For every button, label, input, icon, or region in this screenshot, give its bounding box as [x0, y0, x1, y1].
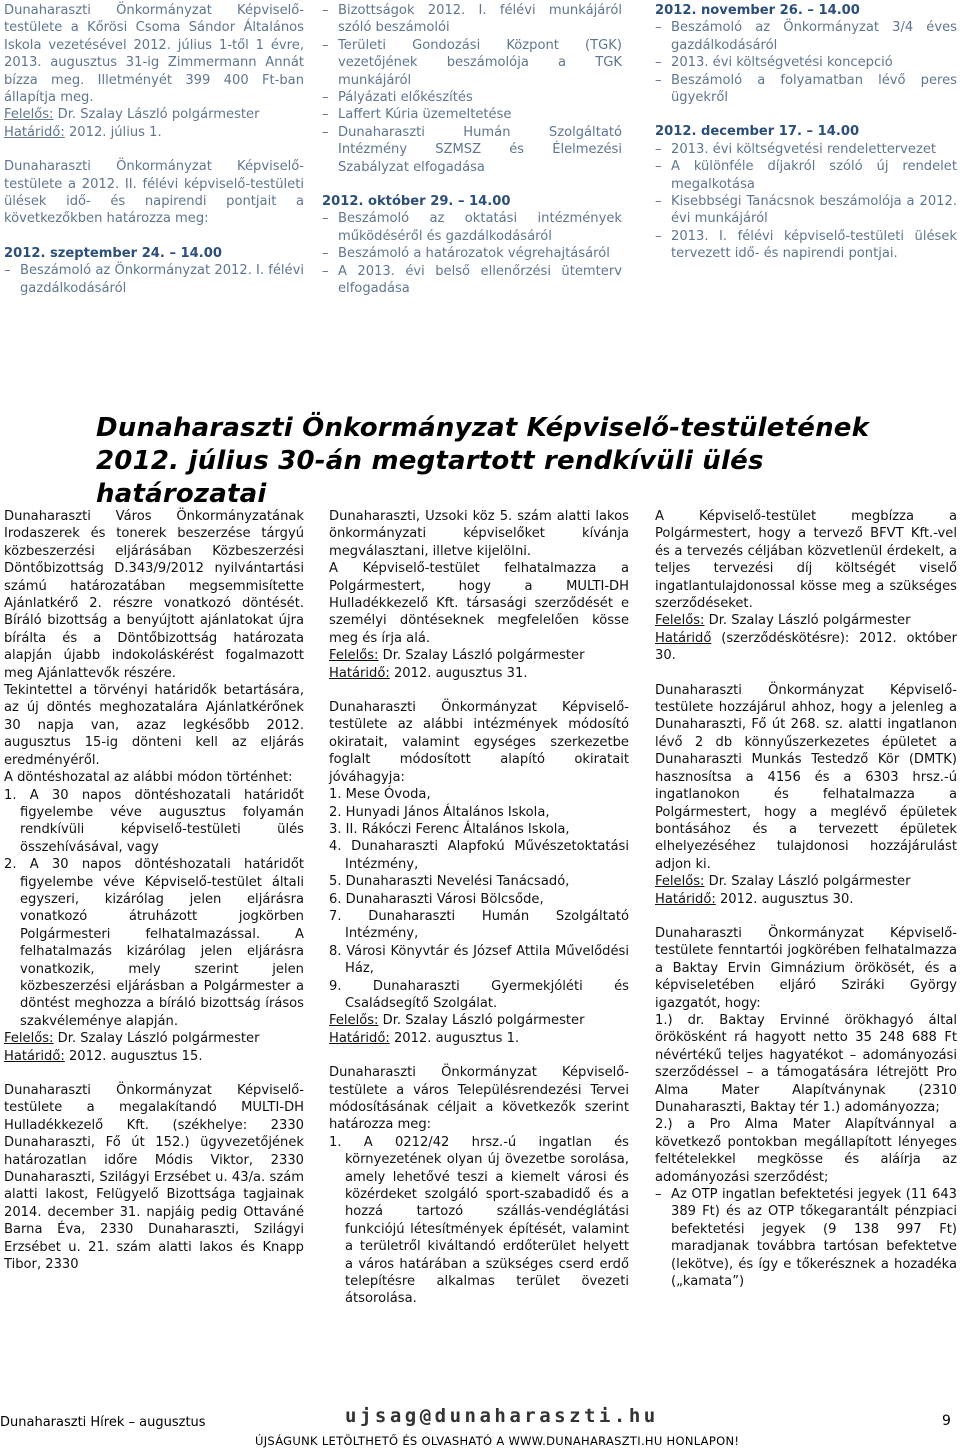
deadline-line: Határidő (szerződéskötésre): 2012. október 30.: [655, 630, 957, 664]
top-column-2: [322, 2, 622, 298]
top-column-1: [4, 2, 304, 297]
agenda-item: – A különféle díjakról szóló új rendelet megalkotása: [655, 158, 957, 193]
list-item: 1. Mese Óvoda,: [329, 787, 431, 803]
paragraph: Dunaharaszti Önkormányzat Képviselő-testülete a város Településrendezési Tervei módosításának céljait a következők szerint határozza meg:: [329, 1065, 629, 1133]
list-item: 7. Dunaharaszti Humán Szolgáltató Intézmény,: [329, 908, 629, 942]
paragraph: Dunaharaszti Város Önkormányzatának Irodaszerek és tonerek beszerzése tárgyú közbeszerzési eljárásában Közbeszerzési Döntőbizottság D.343/9/2012 nyilvántartási számú határozatában megsemmisítette Ajánlatkérő 2. részre vonatkozó döntését. Bíráló bizottság a benyújtott ajánlatokat újra bírálta és a Döntőbizottság határozata alapján újabb indokoláskérést fogalmazott meg Ajánlattevők részére.: [4, 509, 304, 681]
agenda-item: – Dunaharaszti Humán Szolgáltató Intézmény SZMSZ és Élelmezési Szabályzat elfogadása: [322, 124, 622, 176]
numbered-item: 2. A 30 napos döntéshozatali határidőt figyelembe véve Képviselő-testület általi egyszeri, kizárólag jelen eljárásra vonatkozó átruházott jogkörben Polgármesteri felhatalmazással. A felhatalmazás kizárólag jelen eljárásra vonatkozik, mely szerint jelen közbeszerzési eljárásban a Polgármester a döntést meghozza a bíráló bizottság írásos szakvéleménye alapján.: [4, 857, 304, 1029]
agenda-item: – Kisebbségi Tanácsnok beszámolója a 2012. évi munkájáról: [655, 193, 957, 228]
deadline-line: Határidő: 2012. augusztus 1.: [329, 1030, 520, 1046]
footer-publication: Dunaharaszti Hírek – augusztus: [0, 1415, 206, 1430]
session-date: 2012. november 26. – 14.00: [655, 3, 860, 18]
agenda-item: – Beszámoló a folyamatban lévő peres ügyekről: [655, 72, 957, 107]
list-item: 5. Dunaharaszti Nevelési Tanácsadó,: [329, 874, 570, 890]
paragraph: Dunaharaszti, Uzsoki köz 5. szám alatti lakos önkormányzati képviselőket kívánja megválasztani, illetve kijelölni.: [329, 509, 629, 559]
paragraph: A döntéshozatal az alábbi módon történhet:: [4, 770, 293, 786]
footer-notice: ÚJSÁGUNK LETÖLTHETŐ ÉS OLVASHATÓ A WWW.DUNAHARASZTI.HU HONLAPON!: [255, 1434, 740, 1448]
numbered-item: 1.) dr. Baktay Ervinné örökhagyó által örökösként rá hagyott netto 35 248 688 Ft névértékű teljes hagyatékot – adományozási szerződéssel – a támogatására létrejött Pro Alma Mater Alapítványnak (2310 Dunaharaszti, Baktay tér 1.) adományozza;: [655, 1012, 957, 1115]
footer-email[interactable]: ujsag@dunaharaszti.hu: [345, 1405, 659, 1427]
page-number: 9: [942, 1413, 951, 1429]
agenda-item: – Bizottságok 2012. I. félévi munkájáról szóló beszámolói: [322, 2, 622, 37]
agenda-item: – 2013. évi költségvetési rendelettervezet: [655, 141, 957, 158]
deadline-line: Határidő: 2012. július 1.: [4, 124, 162, 140]
bottom-column-3: [655, 508, 957, 1290]
section-headline: [96, 412, 896, 511]
paragraph: A Képviselő-testület felhatalmazza a Polgármestert, hogy a MULTI-DH Hulladékkezelő Kft. társasági szerződését e személyi döntéseknek megfelelően kösse meg és írja alá.: [329, 561, 629, 646]
agenda-item: – Beszámoló az Önkormányzat 3/4 éves gazdálkodásáról: [655, 19, 957, 54]
paragraph: Dunaharaszti Önkormányzat Képviselő-testülete a Kőrösi Csoma Sándor Általános Iskola vezetésével 2012. július 1-től 1 évre, 2013. augusztus 31-ig Zimmermann Annát bízza meg. Illetményét 399 400 Ft-ban állapítja meg.: [4, 3, 304, 106]
numbered-item: 1. A 30 napos döntéshozatali határidőt figyelembe véve augusztus folyamán rendkívüli képviselő-testületi ülés összehívásával, vagy: [4, 787, 304, 855]
responsible-line: Felelős: Dr. Szalay László polgármester: [4, 1031, 260, 1047]
agenda-item: – Beszámoló az oktatási intézmények működéséről és gazdálkodásáról: [322, 210, 622, 245]
session-date: 2012. október 29. – 14.00: [322, 194, 511, 210]
agenda-item: – 2013. I. félévi képviselő-testületi ülések tervezett idő- és napirendi pontjai.: [655, 228, 957, 263]
responsible-line: Felelős: Dr. Szalay László polgármester: [329, 1013, 585, 1029]
session-date: 2012. szeptember 24. – 14.00: [4, 245, 222, 261]
list-item: 8. Városi Könyvtár és József Attila Művelődési Ház,: [329, 943, 629, 977]
agenda-item: – Területi Gondozási Központ (TGK) vezetőjének beszámolója a TGK munkájáról: [322, 37, 622, 89]
paragraph: A Képviselő-testület megbízza a Polgármestert, hogy a tervező BFVT Kft.-vel és a tervezés céljában közvetlenül érdekelt, a teljes tervezési díj költségét viselő ingatlantulajdonossal kösse meg a szükséges szerződéseket.: [655, 509, 957, 612]
responsible-line: Felelős: Dr. Szalay László polgármester: [655, 874, 911, 890]
list-item: 4. Dunaharaszti Alapfokú Művészetoktatási Intézmény,: [329, 839, 629, 872]
list-item: 2. Hunyadi János Általános Iskola,: [329, 804, 550, 820]
numbered-item: 1. A 0212/42 hrsz.-ú ingatlan és környezetének olyan új övezetbe sorolása, amely lehetővé teszi a kiemelt városi és közérdeket szolgáló sport-szabadidő és a hozzá tartozó szállás-vendéglátási funkciójú létesítmények építését, valamint a területről kiváltandó erdőterület helyett a város határában a szükséges cserd erdő telepítésre alkalmas terület övezeti átsorolása.: [329, 1134, 629, 1307]
list-item: 9. Dunaharaszti Gyermekjóléti és Családsegítő Szolgálat.: [329, 978, 629, 1011]
paragraph: Dunaharaszti Önkormányzat Képviselő-testülete fenntartói jogkörében felhatalmazza a Baktay Ervin Gimnázium örökösét, és a képviseletében eljáró Sziráki György igazgatót, hogy:: [655, 925, 957, 1011]
agenda-item: – Beszámoló az Önkormányzat 2012. I. félévi gazdálkodásáról: [4, 262, 304, 297]
deadline-line: Határidő: 2012. augusztus 15.: [4, 1048, 203, 1064]
numbered-item: 2.) a Pro Alma Mater Alapítvánnyal a következő pontokban megállapított lényeges feltételekkel megkösse és aláírja az adományozási szerződést;: [655, 1117, 957, 1185]
paragraph: Dunaharaszti Önkormányzat Képviselő-testülete a 2012. II. félévi képviselő-testületi ülések idő- és napirendi pontjait a következőkben határozza meg:: [4, 159, 304, 227]
deadline-line: Határidő: 2012. augusztus 30.: [655, 891, 854, 907]
bottom-column-1: [4, 508, 304, 1273]
agenda-item: – Pályázati előkészítés: [322, 89, 622, 106]
headline-line-2: 2012. július 30-án megtartott rendkívüli ülés határozatai: [96, 446, 764, 509]
paragraph: Dunaharaszti Önkormányzat Képviselő-testülete az alábbi intézmények módosító okiratait, valamint egységes szerkezetbe foglalt módosított alapító okiratait jóváhagyja:: [329, 700, 629, 785]
session-date: 2012. december 17. – 14.00: [655, 124, 860, 140]
agenda-item: – A 2013. évi belső ellenőrzési ütemterv elfogadása: [322, 263, 622, 298]
list-item: 3. II. Rákóczi Ferenc Általános Iskola,: [329, 821, 570, 837]
paragraph: Tekintettel a törvényi határidők betartására, az új döntés meghozatalára Ajánlatkérőnek 30 napja van, azaz legkésőbb 2012. augusztus 15-ig dönteni kell az eljárás eredményéről.: [4, 683, 304, 768]
paragraph: Dunaharaszti Önkormányzat Képviselő-testülete hozzájárul ahhoz, hogy a jelenleg a Dunaharaszti, Fő út 268. sz. alatti ingatlanon lévő 2 db könnyűszerkezetes épületet a Dunaharaszti Munkás Testedző Kör (DMTK) hasznosítsa a 4156 és a 6303 hrsz.-ú ingatlanokon és felhatalmazza a Polgármestert, hogy a meglévő épületek bontásához és a tervezett épületek elhelyezéséhez tulajdonosi hozzájárulást adjon ki.: [655, 682, 957, 872]
paragraph: Dunaharaszti Önkormányzat Képviselő-testülete a megalakítandó MULTI-DH Hulladékkezelő Kft. (székhelye: 2330 Dunaharaszti, Fő út 152.) ügyvezetőjének határozatlan időre Módis Viktor, 2330 Dunaharaszti, Szilágyi Erzsébet u. 43/a. szám alatti lakost, Felügyelő Bizottsága tagjainak 2014. december 31. napjáig pedig Ottaváné Barna Éva, 2330 Dunaharaszti, Szilágyi Erzsébet u. 21. szám alatti lakos és Knapp Tibor, 2330: [4, 1083, 304, 1273]
responsible-line: Felelős: Dr. Szalay László polgármester: [655, 613, 911, 629]
bottom-column-2: [329, 508, 629, 1308]
top-column-3: [655, 2, 957, 263]
agenda-item: – Beszámoló a határozatok végrehajtásáról: [322, 245, 622, 262]
responsible-line: Felelős: Dr. Szalay László polgármester: [4, 107, 260, 123]
agenda-item: – Laffert Kúria üzemeltetése: [322, 106, 622, 123]
agenda-item: – 2013. évi költségvetési koncepció: [655, 54, 957, 71]
list-item: 6. Dunaharaszti Városi Bölcsőde,: [329, 891, 544, 907]
responsible-line: Felelős: Dr. Szalay László polgármester: [329, 648, 585, 664]
headline-line-1: Dunaharaszti Önkormányzat Képviselő-testületének: [96, 413, 870, 443]
deadline-line: Határidő: 2012. augusztus 31.: [329, 665, 528, 681]
dash-item: – Az OTP ingatlan befektetési jegyek (11 643 389 Ft) és az OTP tőkegarantált pénzpiaci befektetési jegyek (9 138 997 Ft) maradjanak továbbra tartósan befektetve (lekötve), és így e tőkerésznek a hozadéka („kamata”): [655, 1186, 957, 1290]
